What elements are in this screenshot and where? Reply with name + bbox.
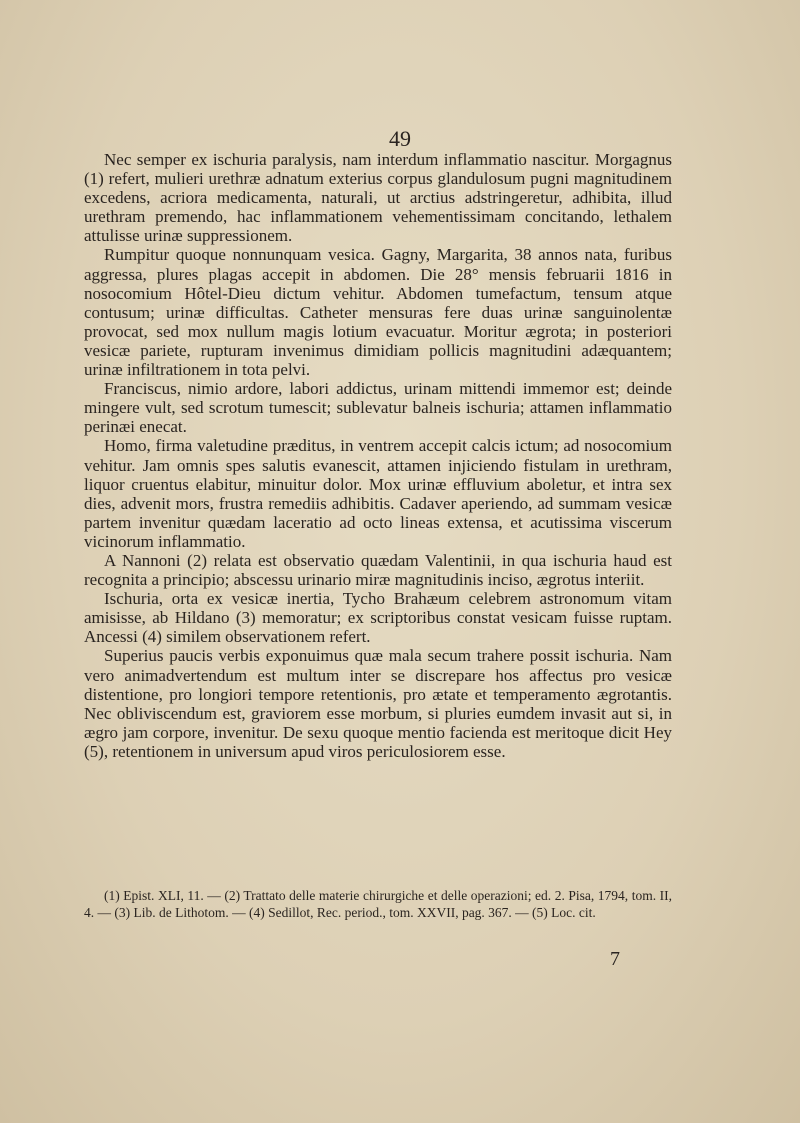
footnotes: [84, 887, 672, 921]
signature-mark: 7: [610, 948, 620, 970]
paragraph: Rumpitur quoque nonnunquam vesica. Gagny, Margarita, 38 annos nata, furibus aggressa, plures plagas accepit in abdomen. Die 28° mensis februarii 1816 in nosocomium Hôtel-Dieu dictum vehitur. Abdomen tumefactum, tensum atque contusum; urinæ difficultas. Catheter mensuras fere duas urinæ sanguinolentæ provocat, sed mox nullum magis lotium evacuatur. Moritur ægrota; in posteriori vesicæ pariete, rupturam invenimus dimidiam pollicis magnitudini adæquantem; urinæ infiltrationem in tota pelvi.: [84, 245, 672, 380]
paragraph: Superius paucis verbis exponuimus quæ mala secum trahere possit ischuria. Nam vero animadvertendum est multum inter se discrepare hos affectus pro vesicæ distentione, pro longiori tempore retentionis, pro ætate et temperamento ægrotantis. Nec obliviscendum est, graviorem esse morbum, si pluries eumdem invasit aut si, in ægro jam corpore, invenitur. De sexu quoque mentio facienda est meritoque dicit Hey (5), retentionem in universum apud viros periculosiorem esse.: [84, 646, 672, 761]
paragraph: Franciscus, nimio ardore, labori addictus, urinam mittendi immemor est; deinde mingere vult, sed scrotum tumescit; sublevatur balneis ischuria; attamen inflammatio perinæi enecat.: [84, 379, 672, 437]
paragraph: Nec semper ex ischuria paralysis, nam interdum inflammatio nascitur. Morgagnus (1) refert, mulieri urethræ adnatum exterius corpus glandulosum pugni magnitudinem excedens, acriora medicamenta, naturali, ut arctius adstringeretur, adhibita, illud urethram premendo, hac inflammationem vehementissimam concitando, lethalem attulisse urinæ suppressionem.: [84, 150, 672, 246]
footnote-text: (1) Epist. XLI, 11. — (2) Trattato delle materie chirurgiche et delle operazioni; ed. 2. Pisa, 1794, tom. II, 4. — (3) Lib. de Lithotom. — (4) Sedillot, Rec. period., tom. XXVII, pag. 367. — (5) Loc. cit.: [84, 888, 672, 920]
paragraph: A Nannoni (2) relata est observatio quædam Valentinii, in qua ischuria haud est recognita a principio; abscessu urinario miræ magnitudinis inciso, ægrotus interiit.: [84, 550, 672, 590]
body-text: [84, 150, 672, 761]
paragraph: Ischuria, orta ex vesicæ inertia, Tycho Brahæum celebrem astronomum vitam amisisse, ab Hildano (3) memoratur; ex scriptoribus constat vesicam fuisse ruptam. Ancessi (4) similem observationem refert.: [84, 589, 672, 647]
paragraph: Homo, firma valetudine præditus, in ventrem accepit calcis ictum; ad nosocomium vehitur. Jam omnis spes salutis evanescit, attamen injiciendo fistulam in urethram, liquor cruentus elabitur, minuitur dolor. Mox urinæ effluvium aboletur, et intra sex dies, advenit mors, frustra remediis adhibitis. Cadaver aperiendo, ad summam vesicæ partem invenitur quædam laceratio ad octo lineas extensa, et acutissima viscerum vicinorum inflammatio.: [84, 436, 672, 551]
page-number: 49: [389, 126, 411, 151]
